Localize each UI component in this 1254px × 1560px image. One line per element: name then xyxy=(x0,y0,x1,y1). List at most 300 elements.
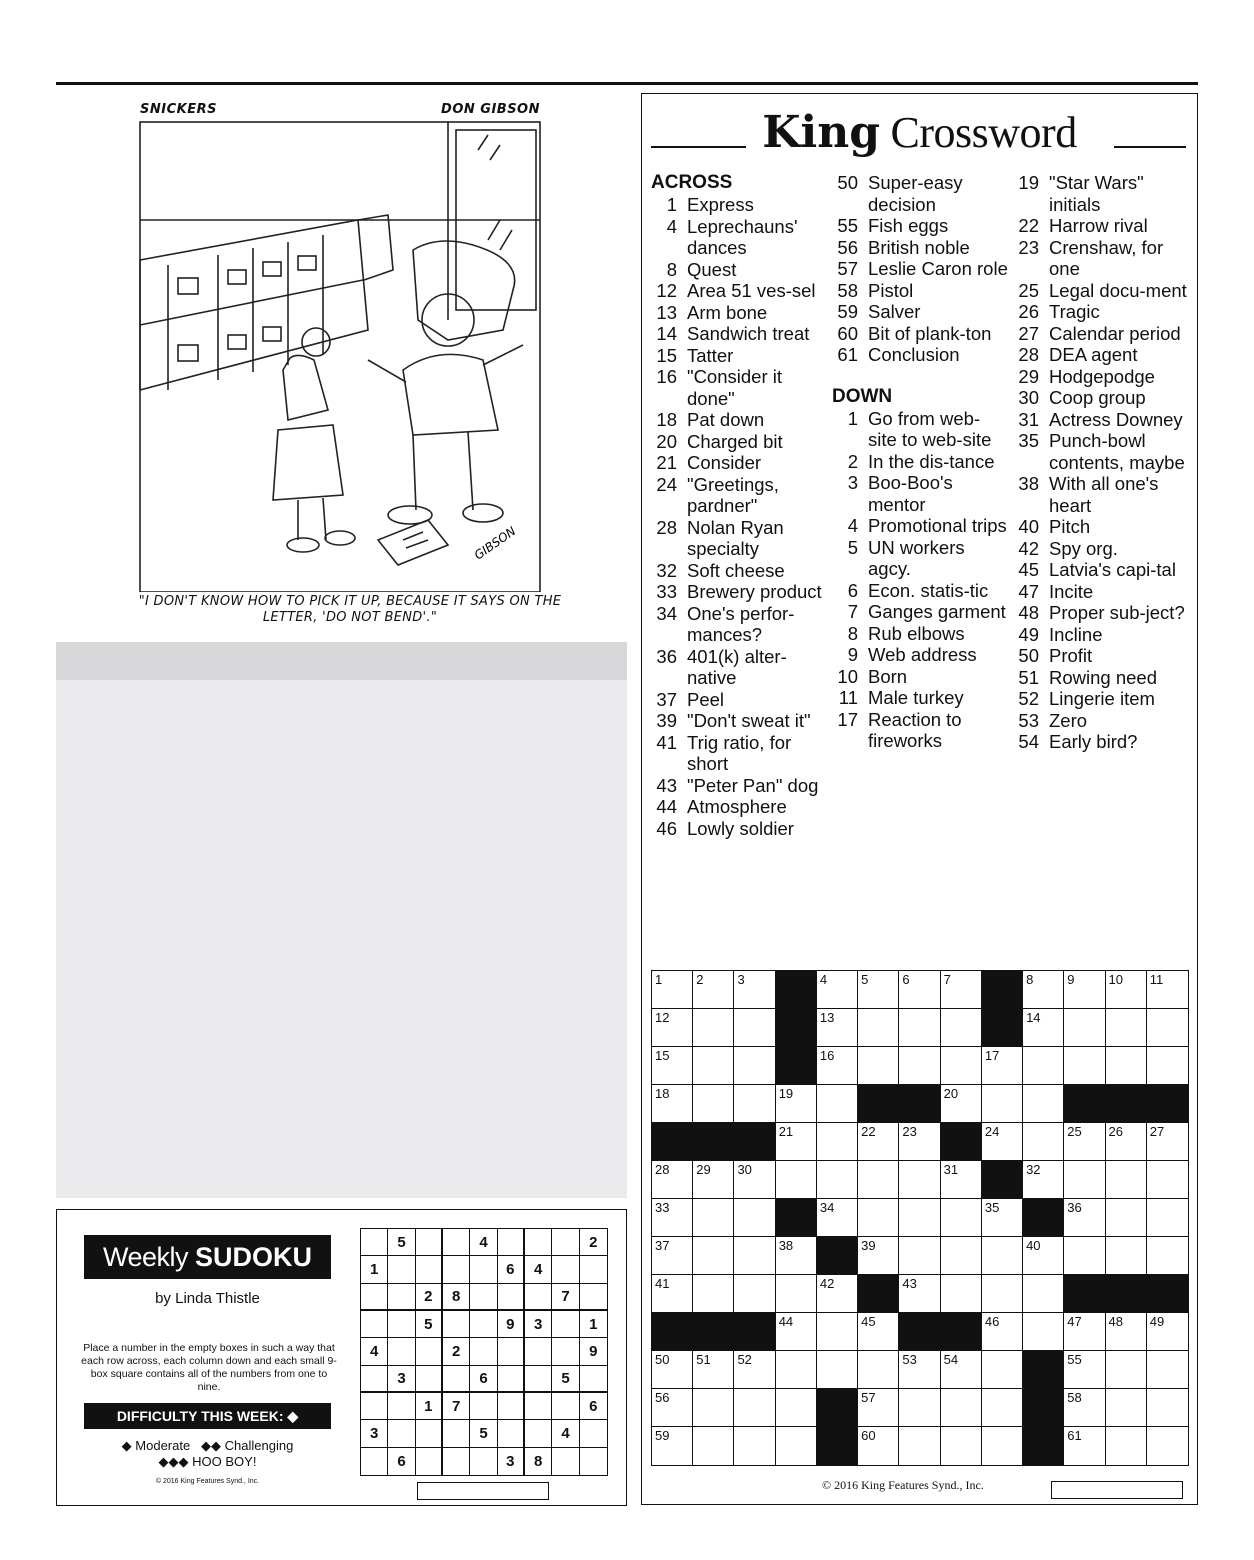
sudoku-cell[interactable]: 1 xyxy=(361,1256,388,1283)
crossword-black-square xyxy=(982,1161,1023,1199)
clue-number: 39 xyxy=(656,710,677,731)
sudoku-cell[interactable] xyxy=(361,1284,388,1311)
clue-number: 40 xyxy=(1018,516,1039,537)
crossword-cell[interactable] xyxy=(982,1427,1023,1465)
crossword-cell[interactable] xyxy=(817,1161,858,1199)
clue-number: 14 xyxy=(656,323,677,344)
crossword-cell[interactable] xyxy=(858,1047,899,1085)
crossword-cell[interactable] xyxy=(1023,1237,1064,1275)
crossword-cell[interactable] xyxy=(1147,1047,1188,1085)
sudoku-cell[interactable] xyxy=(470,1448,497,1475)
sudoku-cell[interactable] xyxy=(580,1448,607,1475)
crossword-cell[interactable] xyxy=(1064,1123,1105,1161)
crossword-cell[interactable] xyxy=(1064,971,1105,1009)
crossword-cell-number: 53 xyxy=(902,1352,917,1367)
sudoku-cell[interactable] xyxy=(552,1311,579,1338)
crossword-cell[interactable] xyxy=(652,1275,693,1313)
clue-number: 31 xyxy=(1018,408,1039,430)
clue-item xyxy=(651,323,827,345)
crossword-cell[interactable] xyxy=(982,1275,1023,1313)
crossword-cell[interactable] xyxy=(652,1237,693,1275)
crossword-cell[interactable] xyxy=(817,1085,858,1123)
crossword-cell[interactable] xyxy=(982,1123,1023,1161)
clue-number: 18 xyxy=(656,409,677,430)
crossword-cell-number: 57 xyxy=(861,1390,876,1405)
crossword-cell[interactable] xyxy=(693,1427,734,1465)
crossword-cell[interactable] xyxy=(1106,1427,1147,1465)
clue-number: 51 xyxy=(1018,666,1039,688)
clue-number: 42 xyxy=(1018,537,1039,559)
crossword-cell[interactable] xyxy=(734,1047,775,1085)
crossword-title-light: Crossword xyxy=(880,108,1077,157)
clue-item xyxy=(1013,237,1193,280)
blank-ad-space xyxy=(56,642,627,1198)
sudoku-cell[interactable]: 3 xyxy=(498,1448,525,1475)
crossword-cell-number: 51 xyxy=(696,1352,711,1367)
crossword-cell[interactable] xyxy=(652,1009,693,1047)
clue-number: 26 xyxy=(1018,301,1039,322)
crossword-cell[interactable] xyxy=(1106,1161,1147,1199)
crossword-cell[interactable] xyxy=(776,1161,817,1199)
crossword-cell[interactable] xyxy=(817,1313,858,1351)
crossword-cell[interactable] xyxy=(899,971,940,1009)
crossword-cell[interactable] xyxy=(693,971,734,1009)
sudoku-cell[interactable] xyxy=(416,1448,443,1475)
crossword-cell-number: 31 xyxy=(943,1162,959,1177)
crossword-cell[interactable] xyxy=(982,1199,1023,1237)
crossword-cell[interactable] xyxy=(817,1199,858,1237)
clue-number: 48 xyxy=(1018,602,1039,623)
clue-number: 30 xyxy=(1018,387,1039,408)
crossword-cell[interactable] xyxy=(1147,1009,1188,1047)
crossword-cell[interactable] xyxy=(1106,971,1147,1009)
crossword-cell[interactable] xyxy=(1147,1161,1188,1199)
sudoku-cell[interactable] xyxy=(525,1229,552,1256)
sudoku-cell[interactable]: 2 xyxy=(580,1229,607,1256)
crossword-cell[interactable] xyxy=(1023,1009,1064,1047)
crossword-cell[interactable] xyxy=(1147,1351,1188,1389)
sudoku-cell[interactable] xyxy=(388,1338,415,1365)
crossword-cell[interactable] xyxy=(858,1123,899,1161)
crossword-cell[interactable] xyxy=(817,1123,858,1161)
sudoku-cell[interactable] xyxy=(525,1284,552,1311)
crossword-cell-number: 54 xyxy=(943,1352,959,1367)
sudoku-author: by Linda Thistle xyxy=(155,1290,260,1307)
sudoku-cell[interactable]: 4 xyxy=(552,1420,579,1447)
clue-item xyxy=(651,710,827,732)
crossword-cell[interactable] xyxy=(941,1047,982,1085)
crossword-cell[interactable] xyxy=(693,1009,734,1047)
crossword-cell[interactable] xyxy=(941,1427,982,1465)
crossword-cell[interactable] xyxy=(1147,1313,1188,1351)
crossword-black-square xyxy=(1023,1199,1064,1237)
sudoku-cell[interactable]: 5 xyxy=(388,1229,415,1256)
sudoku-cell[interactable] xyxy=(443,1448,470,1475)
clue-number: 41 xyxy=(656,731,677,753)
sudoku-cell[interactable] xyxy=(443,1420,470,1447)
sudoku-cell[interactable] xyxy=(580,1420,607,1447)
crossword-cell[interactable] xyxy=(858,1313,899,1351)
crossword-cell[interactable] xyxy=(776,1237,817,1275)
crossword-cell[interactable] xyxy=(1106,1313,1147,1351)
clue-text: Spy org. xyxy=(1049,537,1118,559)
crossword-cell[interactable] xyxy=(693,1351,734,1389)
clue-item xyxy=(1013,645,1193,667)
sudoku-cell[interactable]: 7 xyxy=(443,1393,470,1420)
crossword-cell[interactable] xyxy=(817,1009,858,1047)
crossword-cell-number: 1 xyxy=(655,972,663,987)
crossword-cell[interactable] xyxy=(941,1351,982,1389)
sudoku-cell[interactable] xyxy=(580,1284,607,1311)
sudoku-cell[interactable]: 2 xyxy=(443,1338,470,1365)
crossword-cell[interactable] xyxy=(1106,1009,1147,1047)
clue-item xyxy=(832,323,1008,345)
clue-item xyxy=(1013,473,1193,516)
sudoku-cell[interactable] xyxy=(525,1338,552,1365)
crossword-cell[interactable] xyxy=(1023,1047,1064,1085)
clue-number: 33 xyxy=(656,581,677,602)
sudoku-cell[interactable] xyxy=(388,1256,415,1283)
crossword-cell[interactable] xyxy=(941,1085,982,1123)
crossword-cell[interactable] xyxy=(1106,1237,1147,1275)
clue-item xyxy=(832,623,1008,645)
crossword-black-square xyxy=(693,1123,734,1161)
cartoon-signature: GIBSON xyxy=(471,523,519,563)
crossword-cell[interactable] xyxy=(652,1351,693,1389)
sudoku-cell[interactable] xyxy=(416,1256,443,1283)
clue-item xyxy=(832,215,1008,237)
sudoku-cell[interactable] xyxy=(443,1256,470,1283)
sudoku-cell[interactable] xyxy=(361,1448,388,1475)
crossword-cell[interactable] xyxy=(734,1275,775,1313)
sudoku-cell[interactable]: 1 xyxy=(580,1311,607,1338)
crossword-cell[interactable] xyxy=(1064,1161,1105,1199)
sudoku-cell[interactable] xyxy=(388,1284,415,1311)
clue-text: Crenshaw, for one xyxy=(1049,236,1164,279)
crossword-cell[interactable] xyxy=(652,1199,693,1237)
crossword-cell-number: 2 xyxy=(696,972,704,987)
crossword-cell[interactable] xyxy=(1106,1123,1147,1161)
crossword-cell[interactable] xyxy=(693,1199,734,1237)
crossword-cell[interactable] xyxy=(941,1389,982,1427)
clue-text: Rub elbows xyxy=(868,622,965,644)
clue-text: Leprechauns' dances xyxy=(687,215,798,258)
clue-number: 29 xyxy=(1018,365,1039,387)
crossword-cell[interactable] xyxy=(858,971,899,1009)
crossword-cell[interactable] xyxy=(858,1009,899,1047)
clue-text: Incite xyxy=(1049,580,1094,602)
crossword-cell[interactable] xyxy=(817,971,858,1009)
crossword-cell[interactable] xyxy=(652,1085,693,1123)
crossword-cell[interactable] xyxy=(693,1161,734,1199)
crossword-cell[interactable] xyxy=(1147,971,1188,1009)
crossword-cell[interactable] xyxy=(941,1275,982,1313)
crossword-cell[interactable] xyxy=(899,1351,940,1389)
crossword-cell[interactable] xyxy=(776,1123,817,1161)
crossword-cell[interactable] xyxy=(1147,1123,1188,1161)
crossword-black-square xyxy=(652,1123,693,1161)
clue-item xyxy=(651,216,827,259)
sudoku-cell[interactable]: 6 xyxy=(388,1448,415,1475)
clue-item xyxy=(832,172,1008,215)
sudoku-difficulty: DIFFICULTY THIS WEEK: ◆ xyxy=(84,1403,331,1429)
crossword-cell[interactable] xyxy=(817,1351,858,1389)
sudoku-cell[interactable] xyxy=(470,1393,497,1420)
crossword-cell[interactable] xyxy=(1147,1427,1188,1465)
crossword-cell[interactable] xyxy=(899,1389,940,1427)
sudoku-cell[interactable] xyxy=(498,1284,525,1311)
clue-number: 60 xyxy=(837,322,858,344)
sudoku-cell[interactable]: 1 xyxy=(416,1393,443,1420)
sudoku-cell[interactable]: 4 xyxy=(470,1229,497,1256)
crossword-cell[interactable] xyxy=(899,1123,940,1161)
sudoku-cell[interactable] xyxy=(416,1338,443,1365)
sudoku-cell[interactable]: 5 xyxy=(470,1420,497,1447)
sudoku-cell[interactable]: 7 xyxy=(552,1284,579,1311)
sudoku-cell[interactable] xyxy=(552,1229,579,1256)
crossword-cell[interactable] xyxy=(734,1199,775,1237)
crossword-cell[interactable] xyxy=(1064,1047,1105,1085)
crossword-cell[interactable] xyxy=(982,1237,1023,1275)
sudoku-cell[interactable] xyxy=(470,1338,497,1365)
crossword-cell[interactable] xyxy=(899,1275,940,1313)
sudoku-cell[interactable]: 4 xyxy=(361,1338,388,1365)
crossword-cell[interactable] xyxy=(941,1237,982,1275)
sudoku-cell[interactable] xyxy=(470,1256,497,1283)
sudoku-cell[interactable] xyxy=(498,1366,525,1393)
sudoku-cell[interactable] xyxy=(388,1311,415,1338)
crossword-cell[interactable] xyxy=(982,1389,1023,1427)
crossword-black-square xyxy=(734,1123,775,1161)
clue-text: Profit xyxy=(1049,645,1093,666)
crossword-cell[interactable] xyxy=(776,1389,817,1427)
clue-text: Web address xyxy=(868,644,977,665)
sudoku-cell[interactable] xyxy=(470,1311,497,1338)
crossword-cell[interactable] xyxy=(941,1009,982,1047)
sudoku-cell[interactable] xyxy=(552,1393,579,1420)
sudoku-cell[interactable]: 8 xyxy=(525,1448,552,1475)
crossword-cell[interactable] xyxy=(817,1275,858,1313)
crossword-cell[interactable] xyxy=(899,1047,940,1085)
crossword-cell[interactable] xyxy=(776,1085,817,1123)
crossword-cell[interactable] xyxy=(858,1389,899,1427)
crossword-cell[interactable] xyxy=(858,1427,899,1465)
crossword-cell[interactable] xyxy=(776,1275,817,1313)
crossword-cell[interactable] xyxy=(982,1313,1023,1351)
clue-number: 23 xyxy=(1018,236,1039,258)
clue-text: "Consider it done" xyxy=(687,366,782,409)
crossword-cell[interactable] xyxy=(1023,1161,1064,1199)
crossword-cell[interactable] xyxy=(858,1199,899,1237)
sudoku-cell[interactable]: 6 xyxy=(580,1393,607,1420)
crossword-cell[interactable] xyxy=(1064,1199,1105,1237)
sudoku-cell[interactable]: 2 xyxy=(416,1284,443,1311)
crossword-cell[interactable] xyxy=(652,971,693,1009)
sudoku-cell[interactable] xyxy=(498,1338,525,1365)
crossword-cell-number: 49 xyxy=(1149,1314,1165,1329)
crossword-cell[interactable] xyxy=(693,1237,734,1275)
crossword-cell[interactable] xyxy=(652,1047,693,1085)
crossword-cell[interactable] xyxy=(734,1161,775,1199)
crossword-cell-number: 37 xyxy=(655,1238,670,1253)
sudoku-cell[interactable] xyxy=(361,1229,388,1256)
crossword-cell[interactable] xyxy=(1064,1237,1105,1275)
clue-text: British noble xyxy=(868,236,970,258)
clue-text: UN workers agcy. xyxy=(868,536,965,579)
crossword-cell[interactable] xyxy=(858,1237,899,1275)
crossword-cell[interactable] xyxy=(693,1275,734,1313)
sudoku-cell[interactable] xyxy=(552,1338,579,1365)
sudoku-cell[interactable]: 9 xyxy=(498,1311,525,1338)
clue-text: Coop group xyxy=(1049,387,1146,408)
clue-item xyxy=(832,580,1008,602)
sudoku-cell[interactable]: 9 xyxy=(580,1338,607,1365)
sudoku-cell[interactable]: 3 xyxy=(525,1311,552,1338)
sudoku-cell[interactable]: 6 xyxy=(470,1366,497,1393)
sudoku-cell[interactable] xyxy=(361,1311,388,1338)
crossword-cell[interactable] xyxy=(817,1047,858,1085)
crossword-cell[interactable] xyxy=(693,1389,734,1427)
crossword-cell-number: 19 xyxy=(778,1086,794,1101)
crossword-cell[interactable] xyxy=(776,1351,817,1389)
clue-text: "Star Wars" initials xyxy=(1049,172,1144,215)
sudoku-cell[interactable] xyxy=(525,1366,552,1393)
sudoku-cell[interactable] xyxy=(361,1366,388,1393)
clue-number: 9 xyxy=(847,644,858,665)
crossword-cell[interactable] xyxy=(1064,1389,1105,1427)
sudoku-cell[interactable]: 6 xyxy=(498,1256,525,1283)
crossword-cell-number: 34 xyxy=(819,1200,835,1215)
crossword-cell[interactable] xyxy=(1023,1275,1064,1313)
sudoku-cell[interactable]: 3 xyxy=(361,1420,388,1447)
sudoku-cell[interactable] xyxy=(525,1420,552,1447)
sudoku-cell[interactable] xyxy=(443,1311,470,1338)
clue-item xyxy=(1013,323,1193,345)
crossword-cell[interactable] xyxy=(1064,1009,1105,1047)
clue-item xyxy=(1013,710,1193,732)
crossword-cell[interactable] xyxy=(982,1351,1023,1389)
crossword-cell[interactable] xyxy=(941,1161,982,1199)
crossword-cell[interactable] xyxy=(1064,1313,1105,1351)
sudoku-cell[interactable] xyxy=(580,1366,607,1393)
crossword-cell[interactable] xyxy=(734,1085,775,1123)
sudoku-cell[interactable] xyxy=(580,1256,607,1283)
sudoku-cell[interactable] xyxy=(525,1393,552,1420)
crossword-cell[interactable] xyxy=(652,1427,693,1465)
sudoku-cell[interactable] xyxy=(552,1448,579,1475)
sudoku-cell[interactable] xyxy=(416,1229,443,1256)
crossword-cell[interactable] xyxy=(1064,1427,1105,1465)
clue-number: 12 xyxy=(656,280,677,301)
clue-number: 15 xyxy=(656,344,677,366)
crossword-cell[interactable] xyxy=(1147,1389,1188,1427)
sudoku-cell[interactable]: 8 xyxy=(443,1284,470,1311)
crossword-cell[interactable] xyxy=(858,1351,899,1389)
sudoku-cell[interactable] xyxy=(416,1366,443,1393)
clue-number: 20 xyxy=(656,430,677,452)
crossword-cell[interactable] xyxy=(1147,1199,1188,1237)
crossword-cell[interactable] xyxy=(1023,1085,1064,1123)
sudoku-cell[interactable] xyxy=(416,1420,443,1447)
sudoku-cell[interactable]: 5 xyxy=(416,1311,443,1338)
crossword-cell-number: 15 xyxy=(655,1048,670,1063)
crossword-cell[interactable] xyxy=(982,1047,1023,1085)
clue-number: 6 xyxy=(847,579,858,601)
crossword-cell[interactable] xyxy=(1106,1389,1147,1427)
sudoku-cell[interactable] xyxy=(388,1393,415,1420)
crossword-cell[interactable] xyxy=(1023,971,1064,1009)
crossword-cell[interactable] xyxy=(734,1389,775,1427)
sudoku-cell[interactable]: 5 xyxy=(552,1366,579,1393)
crossword-cell[interactable] xyxy=(1106,1351,1147,1389)
crossword-cell[interactable] xyxy=(1106,1199,1147,1237)
clue-number: 36 xyxy=(656,645,677,667)
crossword-cell[interactable] xyxy=(734,1351,775,1389)
clue-number: 21 xyxy=(656,452,677,473)
sudoku-cell[interactable] xyxy=(443,1229,470,1256)
sudoku-cell[interactable] xyxy=(498,1229,525,1256)
crossword-cell[interactable] xyxy=(734,971,775,1009)
crossword-cell[interactable] xyxy=(899,1161,940,1199)
crossword-cell[interactable] xyxy=(941,1199,982,1237)
clue-item xyxy=(1013,731,1193,753)
crossword-cell[interactable] xyxy=(899,1427,940,1465)
crossword-cell[interactable] xyxy=(652,1161,693,1199)
crossword-cell[interactable] xyxy=(1147,1237,1188,1275)
crossword-cell[interactable] xyxy=(941,971,982,1009)
clue-number: 55 xyxy=(837,215,858,236)
crossword-cell-number: 12 xyxy=(655,1010,670,1025)
clue-number: 43 xyxy=(656,774,677,796)
clue-item xyxy=(651,474,827,517)
crossword-cell[interactable] xyxy=(734,1427,775,1465)
crossword-cell[interactable] xyxy=(1064,1351,1105,1389)
crossword-cell[interactable] xyxy=(693,1085,734,1123)
crossword-cell[interactable] xyxy=(734,1237,775,1275)
sudoku-legend-line1: ◆ Moderate ◆◆ Challenging xyxy=(121,1438,294,1453)
crossword-cell[interactable] xyxy=(982,1085,1023,1123)
sudoku-cell[interactable] xyxy=(498,1420,525,1447)
clue-item xyxy=(651,431,827,453)
crossword-cell[interactable] xyxy=(858,1161,899,1199)
sudoku-cell[interactable] xyxy=(361,1393,388,1420)
crossword-cell[interactable] xyxy=(1023,1313,1064,1351)
crossword-cell-number: 40 xyxy=(1026,1238,1041,1253)
crossword-cell[interactable] xyxy=(776,1427,817,1465)
crossword-cell[interactable] xyxy=(652,1389,693,1427)
clue-text: Tatter xyxy=(687,344,734,366)
clue-text: "Greetings, pardner" xyxy=(687,473,779,516)
clue-item xyxy=(651,818,827,840)
sudoku-cell[interactable] xyxy=(443,1366,470,1393)
crossword-cell[interactable] xyxy=(734,1009,775,1047)
sudoku-cell[interactable] xyxy=(552,1256,579,1283)
sudoku-cell[interactable]: 4 xyxy=(525,1256,552,1283)
clue-item xyxy=(1013,409,1193,431)
crossword-cell[interactable] xyxy=(776,1313,817,1351)
sudoku-cell[interactable] xyxy=(498,1393,525,1420)
crossword-cell[interactable] xyxy=(1106,1047,1147,1085)
sudoku-cell[interactable]: 3 xyxy=(388,1366,415,1393)
crossword-cell[interactable] xyxy=(899,1199,940,1237)
crossword-cell[interactable] xyxy=(1023,1123,1064,1161)
crossword-cell[interactable] xyxy=(899,1237,940,1275)
sudoku-cell[interactable] xyxy=(388,1420,415,1447)
crossword-cell[interactable] xyxy=(693,1047,734,1085)
sudoku-cell[interactable] xyxy=(470,1284,497,1311)
crossword-cell[interactable] xyxy=(899,1009,940,1047)
crossword-cell-number: 35 xyxy=(984,1200,1000,1215)
